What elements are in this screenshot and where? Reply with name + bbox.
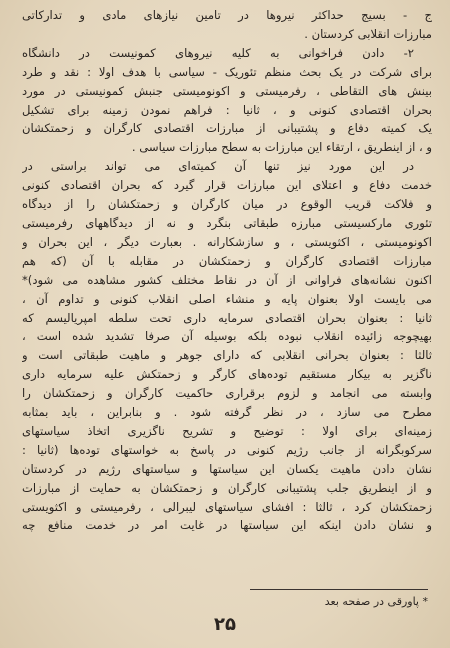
text-line: ثالثا : بعنوان بحرانی انقلابی که دارای جوهر و ماهیت طبقاتی است و bbox=[22, 348, 432, 363]
text-line: برای شرکت در یک بحث منظم تئوریک - سیاسی با هدف اولا : نقد و طرد bbox=[22, 64, 432, 79]
text-line: سرکوبگرانه از جانب رژیم کنونی در پاسخ به خواستهای توده‌ها (ثانیا : bbox=[22, 442, 432, 457]
text-line: وابسته می انجامد و لزوم برقراری حاکمیت کارگران و زحمتکشان را bbox=[22, 386, 432, 401]
text-line: و از اینطریق جلب پشتیبانی کارگران و زحمتکشان به حمایت از مبارزات bbox=[22, 480, 432, 495]
text-line: اکونومیستی ، اکثویستی ، و سازشکارانه . بعبارت دیگر ، این بحران و bbox=[22, 234, 432, 249]
text-line: خدمت دفاع و اعتلای این مبارزات قرار گیرد که بحران اقتصادی کنونی bbox=[22, 178, 432, 193]
text-line: ۲- دادن فراخوانی به کلیه نیروهای کمونیست در دانشگاه bbox=[22, 45, 414, 60]
text-line: ناگزیر به بیکار مستقیم توده‌های کارگر و زحمتکش علیه سرمایه داری bbox=[22, 367, 432, 382]
text-line: و ، از اینطریق ، ارتقاء این مبارزات به سطح مبارزات سیاسی . bbox=[131, 140, 432, 155]
text-line: و فلاکت قریب الوقوع در میان کارگران و زحمتکشان را از دیدگاه bbox=[22, 197, 432, 212]
text-line: مبارزات اقتصادی کارگران و زحمتکشان در مقابله با آن (که هم bbox=[22, 253, 432, 268]
text-line: یک کمیته دفاع و پشتیبانی از مبارزات اقتصادی کارگران و زحمتکشان bbox=[22, 121, 432, 136]
text-line: ج - بسیج حداکثر نیروها در تامین نیازهای مادی و تدارکاتی bbox=[22, 8, 432, 22]
text-line: تئوری مارکسیستی مبارزه طبقاتی بنگرد و نه از دیدگاههای رفرمیستی bbox=[22, 215, 432, 230]
text-line: اکنون نشانه‌های فراوانی از آن در نقاط مختلف کشور مشاهده می شود)* bbox=[22, 272, 432, 287]
footnote: * پاورقی در صفحه بعد bbox=[324, 595, 428, 608]
text-line: بینش های التقاطی ، رفرمیستی و اکونومیستی جنبش کمونیستی در مورد bbox=[22, 83, 432, 98]
paragraph bbox=[22, 6, 432, 44]
text-line: نشان دادن ماهیت یکسان این سیاستها و سیاستهای رژیم در کردستان bbox=[22, 461, 432, 476]
footnote-divider bbox=[250, 589, 428, 590]
page-number: ۲۵ bbox=[214, 614, 236, 635]
text-line: می بایست اولا بعنوان پایه و منشاء اصلی انقلاب کنونی و تداوم آن ، bbox=[22, 291, 432, 306]
text-line: در این مورد نیز تنها آن کمیته‌ای می تواند براستی در bbox=[22, 159, 414, 174]
text-line: و نشان دادن اینکه این سیاستها در غایت امر در خدمت منافع چه bbox=[22, 518, 432, 533]
text-line: بحران اقتصادی کنونی و ، ثانیا : فراهم نمودن زمینه برای تشکیل bbox=[22, 102, 432, 117]
text-line: ثانیا : بعنوان بحران اقتصادی سرمایه داری تحت سلطه امپریالیسم که bbox=[22, 310, 432, 325]
paragraph bbox=[22, 157, 432, 535]
text-line: زحمتکشان کرد ، ثالثا : افشای سیاستهای لیبرالی ، رفرمیستی و اکثویستی bbox=[22, 499, 432, 514]
text-line: بهیچوجه زائیده انقلاب نبوده بلکه بوسیله آن صرفا تشدید شده است ، bbox=[22, 329, 432, 344]
text-line: مبارزات انقلابی کردستان . bbox=[304, 26, 432, 41]
body-text bbox=[22, 6, 432, 535]
text-line: مطرح می سازد ، در نظر گرفته شود . و بنابراین ، باید بمثابه bbox=[22, 405, 432, 420]
paragraph bbox=[22, 44, 432, 157]
text-line: زمینه‌ای برای اولا : توضیح و تشریح ناگزیری اتخاذ سیاستهای bbox=[22, 423, 432, 438]
